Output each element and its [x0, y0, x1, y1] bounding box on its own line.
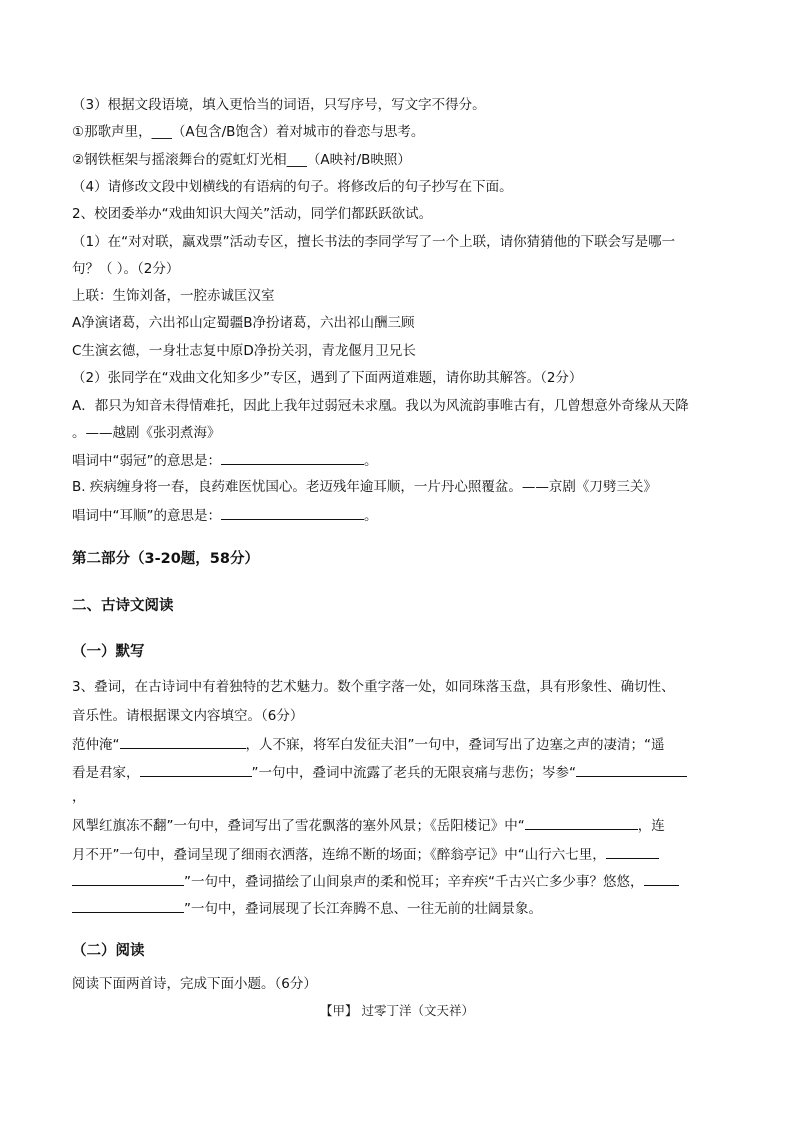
lyric-a-line1: A．都只为知音未得情难托，因此上我年过弱冠未求凰。我以为风流韵事唯古有，几曾想意外奇缘从天降 [72, 398, 689, 414]
answer-a-blank[interactable] [221, 450, 364, 465]
answer-b-period: 。 [364, 508, 378, 524]
fill-blank-2[interactable] [140, 762, 252, 777]
poem-title: 【甲】 过零丁洋（文天祥） [320, 1003, 474, 1018]
q4-text: （4）请修改文段中划横线的有语病的句子。将修改后的句子抄写在下面。 [72, 179, 513, 195]
subsection-reading: （二）阅读 [72, 943, 145, 959]
fill-6-suffix: ”一句中，叠词描绘了山间泉声的柔和悦耳；辛弃疾“千古兴亡多少事？悠悠， [184, 874, 644, 890]
section-heading-classical: 二、古诗文阅读 [72, 598, 174, 614]
q3-intro: （3）根据文段语境，填入更恰当的词语，只写序号，写文字不得分。 [72, 97, 486, 113]
fill-1-suffix: ，人不寐，将军白发征夫泪”一句中，叠词写出了边塞之声的凄清；“遥 [245, 737, 665, 753]
fill-blank-5a[interactable] [606, 844, 659, 859]
subsection-dictation: （一）默写 [72, 644, 145, 660]
fill-line-3: ， [72, 789, 86, 805]
fill-line-6 [72, 871, 679, 892]
answer-b [72, 505, 378, 526]
fill-blank-3[interactable] [576, 762, 687, 777]
fill-blank-4[interactable] [525, 815, 638, 830]
q2-2-text: （2）张同学在“戏曲文化知多少”专区，遇到了下面两道难题，请你助其解答。（2分） [72, 370, 583, 386]
q2-1-line1: （1）在“对对联，赢戏票”活动专区，擅长书法的李同学写了一个上联，请你猜猜他的下联会写是哪一 [72, 234, 676, 250]
reading-instruction: 阅读下面两首诗，完成下面小题。（6分） [72, 976, 317, 992]
q3-item-2: ②钢铁框架与摇滚舞台的霓虹灯光相___（A映衬/B映照） [72, 152, 411, 168]
question-2: 2、校团委举办“戏曲知识大闯关”活动，同学们都跃跃欲试。 [72, 206, 433, 222]
q2-1-line2: 句？（ ）。（2分） [72, 261, 180, 277]
q3-text-line2: 音乐性。请根据课文内容填空。（6分） [72, 708, 304, 724]
fill-2-suffix: ”一句中，叠词中流露了老兵的无限哀痛与悲伤；岑参“ [251, 765, 576, 781]
fill-line-2 [72, 762, 687, 783]
answer-a-label: 唱词中“弱冠”的意思是： [72, 453, 221, 469]
fill-2-prefix: 看是君家， [72, 765, 140, 781]
lyric-b-line1: B. 疾病缠身将一春，良药难医忧国心。老迈残年逾耳顺，一片丹心照覆盆。——京剧《刀劈三关》 [72, 479, 657, 495]
fill-blank-1[interactable] [120, 734, 246, 749]
fill-1-prefix: 范仲淹“ [72, 737, 120, 753]
fill-blank-6b[interactable] [72, 898, 184, 913]
lyric-a-line2: 。——越剧《张羽煮海》 [72, 425, 221, 441]
couplet-first-line: 上联：生饰刘备，一腔赤诚匡汉室 [72, 288, 275, 304]
options-ab: A净演诸葛，六出祁山定蜀疆B净扮诸葛，六出祁山酬三顾 [72, 315, 415, 331]
fill-4-prefix: 风掣红旗冻不翻”一句中，叠词写出了雪花飘落的塞外风景；《岳阳楼记》中“ [72, 818, 525, 834]
fill-line-5 [72, 844, 659, 865]
answer-a-period: 。 [364, 453, 378, 469]
part-two-heading: 第二部分（3-20题，58分） [72, 551, 259, 567]
fill-5-prefix: 月不开”一句中，叠词呈现了细雨衣洒落，连绵不断的场面；《醉翁亭记》中“山行六七里， [72, 847, 606, 863]
fill-line-4 [72, 815, 665, 836]
fill-7-suffix: ”一句中，叠词展现了长江奔腾不息、一往无前的壮阔景象。 [184, 901, 542, 917]
options-cd: C生演玄德，一身壮志复中原D净扮关羽，青龙偃月卫兄长 [72, 343, 416, 359]
answer-a [72, 450, 378, 471]
fill-blank-5b[interactable] [72, 871, 184, 886]
q3-item-1: ①那歌声里，___（A包含/B饱含）着对城市的眷恋与思考。 [72, 124, 425, 140]
fill-line-1 [72, 734, 665, 755]
fill-line-7 [72, 898, 542, 919]
fill-blank-6a[interactable] [644, 871, 679, 886]
answer-b-label: 唱词中“耳顺”的意思是： [72, 508, 221, 524]
fill-4-suffix: ，连 [637, 818, 665, 834]
answer-b-blank[interactable] [221, 505, 364, 520]
q3-text-line1: 3、叠词，在古诗词中有着独特的艺术魅力。数个重字落一处，如同珠落玉盘，具有形象性、确切性、 [72, 679, 675, 695]
